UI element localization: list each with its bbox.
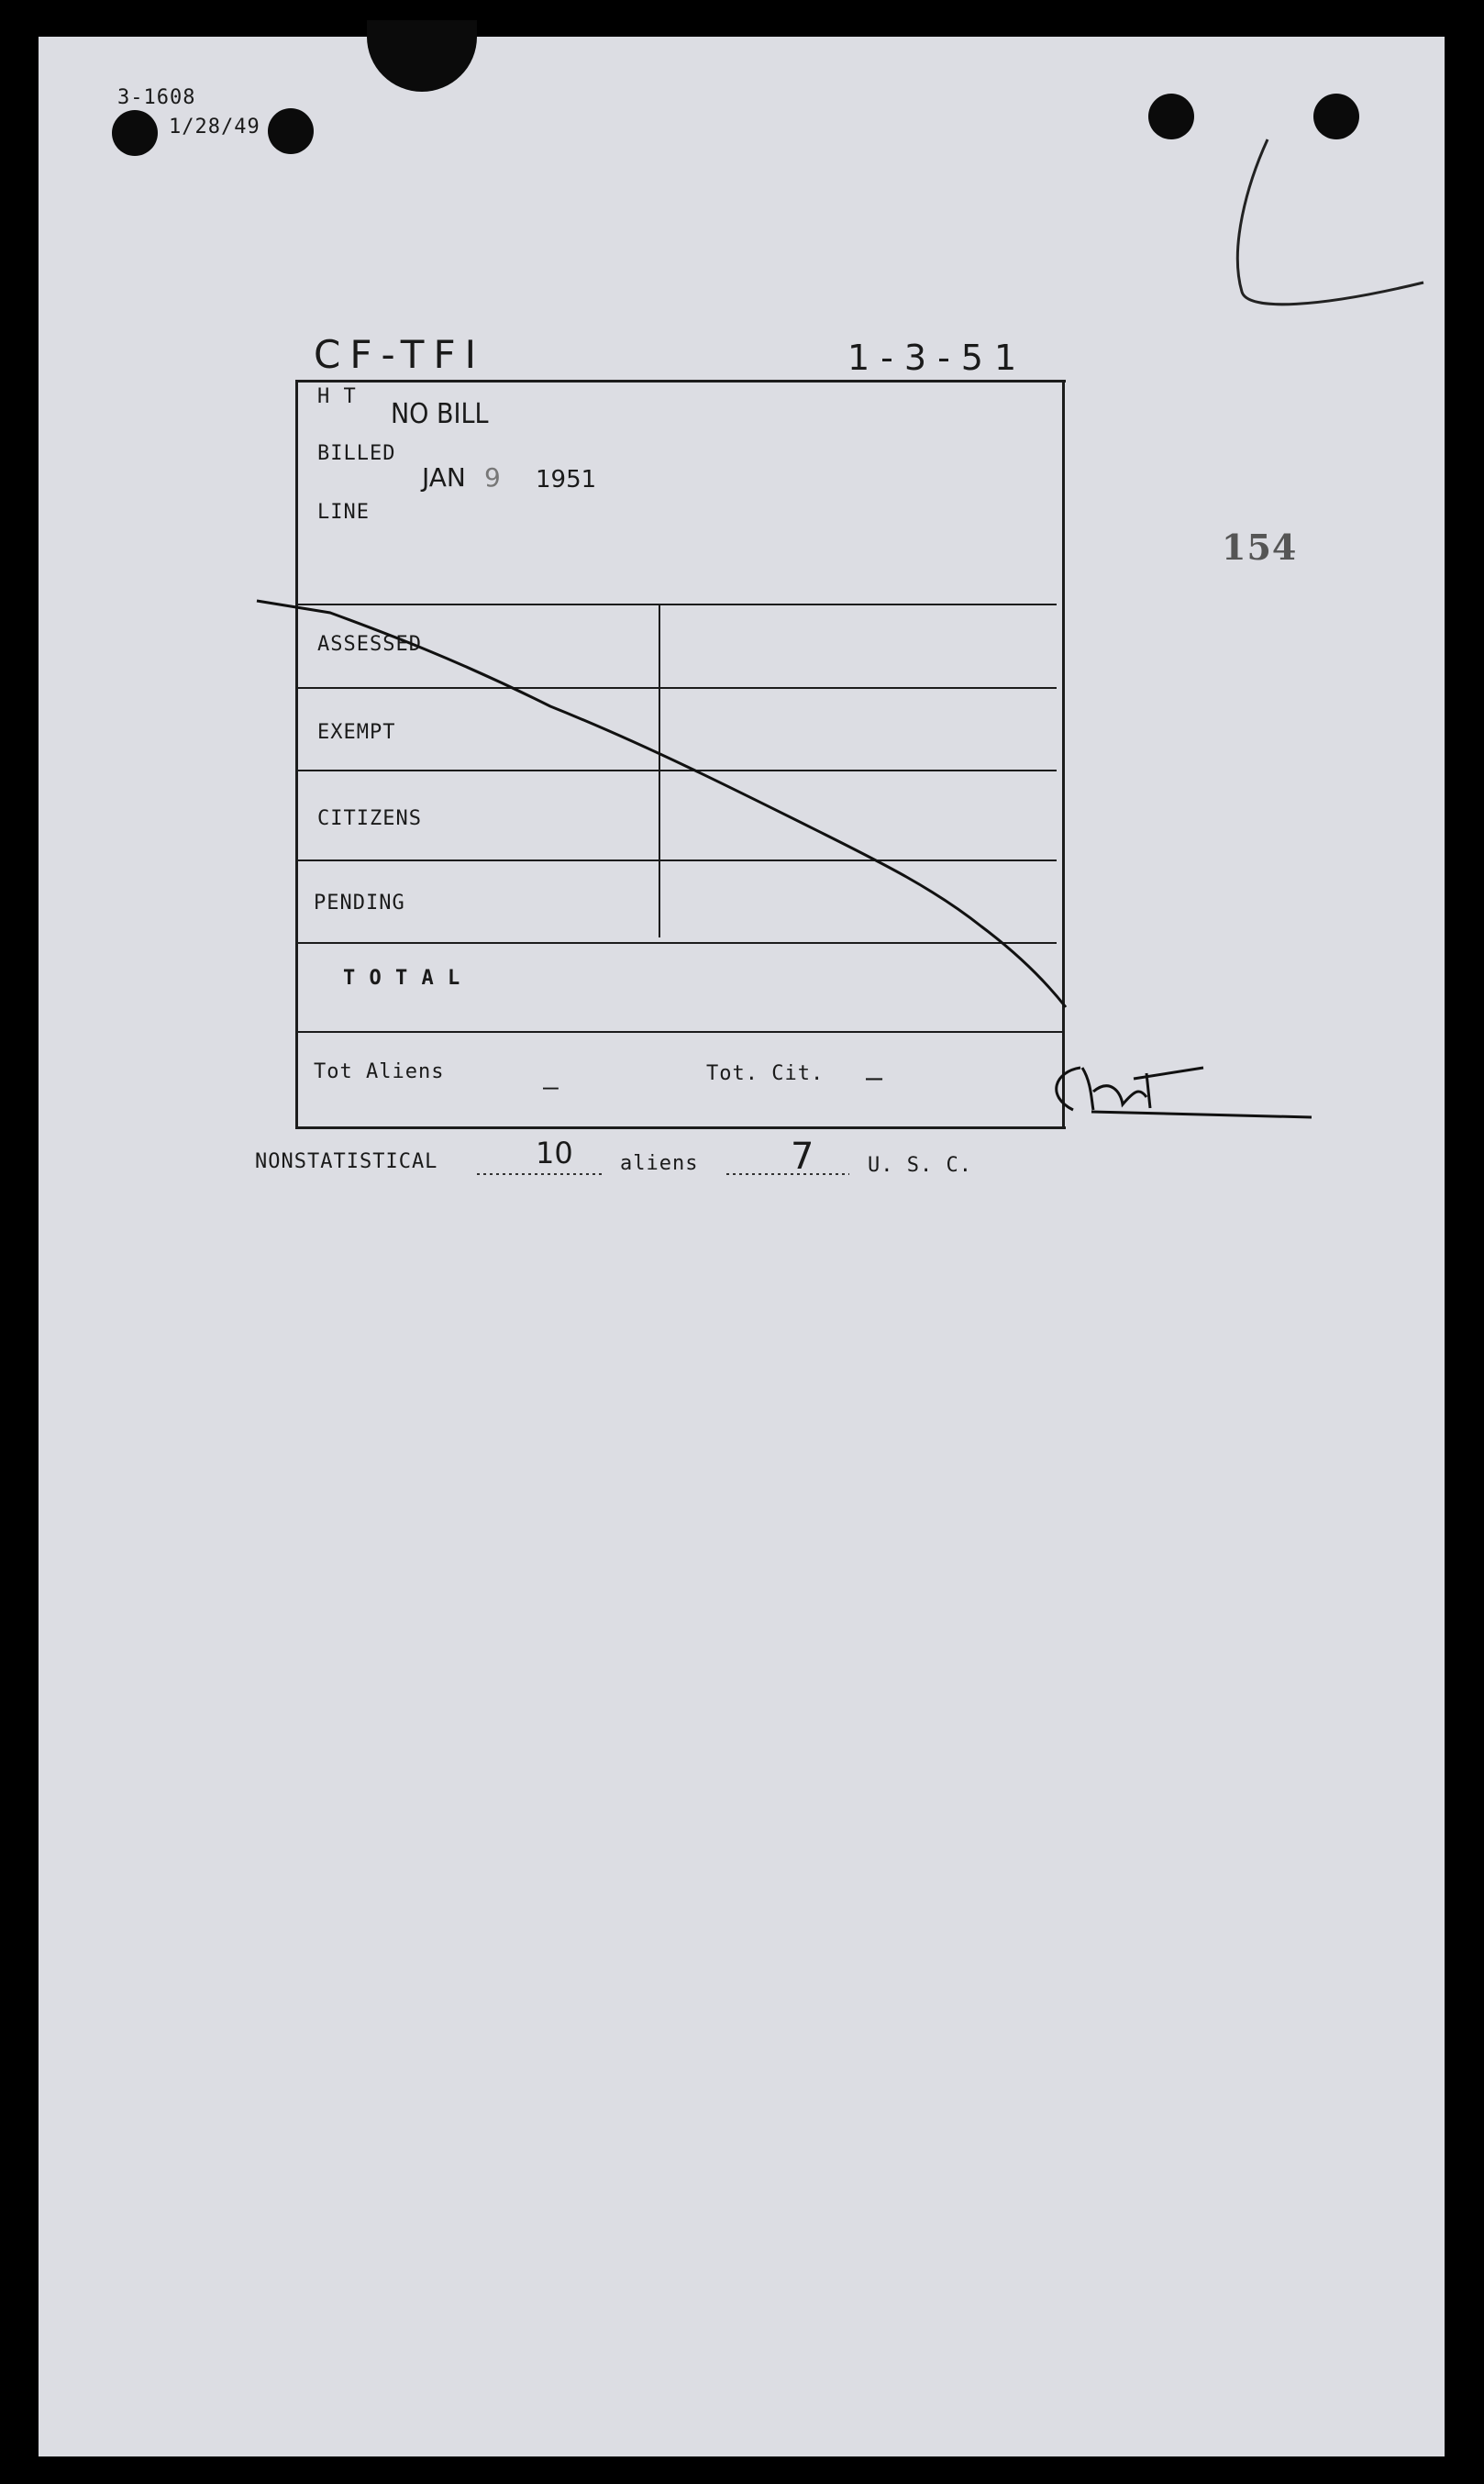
total-label: T O T A L xyxy=(343,967,461,990)
diagonal-strike-line xyxy=(257,601,1066,1007)
row-label-pending: PENDING xyxy=(314,892,405,915)
row-label-exempt: EXEMPT xyxy=(317,721,396,744)
nonstat-usc-count: 7 xyxy=(791,1136,814,1178)
ht-label: H T xyxy=(317,385,357,408)
row-label-citizens: CITIZENS xyxy=(317,807,422,830)
tot-cit-label: Tot. Cit. xyxy=(706,1062,825,1085)
signature-scribble xyxy=(1057,1068,1312,1117)
nonstat-usc-label: U. S. C. xyxy=(868,1154,972,1177)
tot-cit-value: — xyxy=(866,1062,884,1094)
nonstat-aliens-label: aliens xyxy=(620,1152,699,1175)
billed-label: BILLED xyxy=(317,442,396,465)
nonstatistical-label: NONSTATISTICAL xyxy=(255,1150,438,1173)
page-number: 154 xyxy=(1222,527,1298,568)
tot-aliens-label: Tot Aliens xyxy=(314,1060,445,1083)
form-date: 1/28/49 xyxy=(169,116,260,139)
stamp-year: 1951 xyxy=(536,466,597,493)
nonstat-aliens-count: 10 xyxy=(536,1136,573,1170)
row-label-assessed: ASSESSED xyxy=(317,633,422,656)
stamp-day: 9 xyxy=(484,462,502,493)
form-number: 3-1608 xyxy=(117,86,196,109)
handwritten-date: 1-3-51 xyxy=(847,338,1028,378)
stamp-month: JAN xyxy=(422,462,466,493)
corner-mark xyxy=(1237,139,1423,305)
handwritten-case-code: CF-TFI xyxy=(314,332,485,377)
no-bill-stamp: NO BILL xyxy=(391,398,489,430)
tot-aliens-value: — xyxy=(543,1071,559,1102)
line-label: LINE xyxy=(317,501,370,524)
